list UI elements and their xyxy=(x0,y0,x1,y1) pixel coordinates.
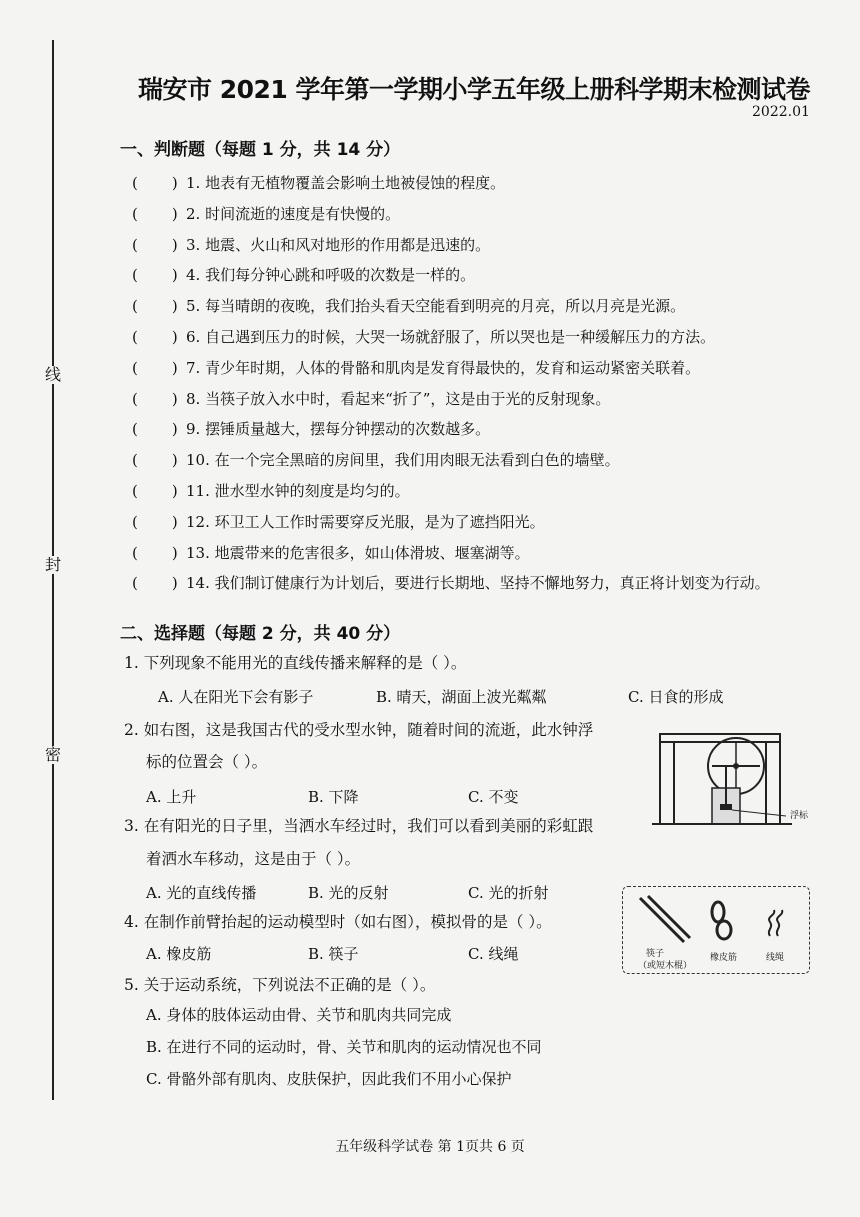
answer-bracket[interactable] xyxy=(132,234,186,256)
bracket-left: ( xyxy=(132,358,138,377)
bracket-right: ) xyxy=(171,482,178,500)
tf-item xyxy=(132,449,620,471)
bracket-right: ) xyxy=(171,266,178,285)
section-true-false-heading: 一、判断题（每题 1 分，共 14 分） xyxy=(120,140,401,160)
tf-item-text: 3. 地震、火山和风对地形的作用都是迅速的。 xyxy=(186,235,491,254)
tf-item xyxy=(132,203,400,225)
answer-bracket[interactable] xyxy=(132,449,186,471)
q5-option-a: A. 身体的肢体运动由骨、关节和肌肉共同完成 xyxy=(146,1006,452,1024)
bracket-right: ) xyxy=(171,389,178,408)
bracket-right: ) xyxy=(171,204,178,223)
bracket-right: ) xyxy=(171,174,178,192)
page-footer: 五年级科学试卷 第 1页共 6 页 xyxy=(335,1139,525,1155)
bracket-left: ( xyxy=(132,174,138,192)
rubber-band-label: 橡皮筋 xyxy=(710,953,738,963)
tf-item xyxy=(132,418,490,440)
answer-bracket[interactable] xyxy=(132,418,186,440)
exam-title: 瑞安市 2021 学年第一学期小学五年级上册科学期末检测试卷 xyxy=(138,75,810,104)
tf-item-text: 12. 环卫工人工作时需要穿反光服，是为了遮挡阳光。 xyxy=(186,512,545,531)
string-icon xyxy=(769,910,782,936)
q4-option-c: C. 线绳 xyxy=(468,945,519,963)
answer-bracket[interactable] xyxy=(132,357,186,379)
water-clock-figure xyxy=(652,726,810,836)
tf-item xyxy=(132,172,505,194)
tf-item xyxy=(132,234,490,256)
answer-bracket[interactable] xyxy=(132,326,186,348)
q2-option-c: C. 不变 xyxy=(468,788,519,806)
string-label: 线绳 xyxy=(766,953,785,963)
q1-option-a: A. 人在阳光下会有影子 xyxy=(158,688,314,706)
binding-char-feng: 封 xyxy=(44,555,61,574)
bracket-right: ) xyxy=(171,574,178,593)
q4-stem: 4. 在制作前臂抬起的运动模型时（如右图），模拟骨的是（ ）。 xyxy=(124,913,552,931)
tf-item-text: 9. 摆锤质量越大，摆每分钟摆动的次数越多。 xyxy=(186,420,491,439)
bracket-left: ( xyxy=(132,574,138,593)
float-icon xyxy=(720,804,732,810)
rubber-band-icon xyxy=(712,902,731,939)
binding-char-mi: 密 xyxy=(44,745,61,764)
bracket-right: ) xyxy=(171,297,178,316)
bracket-right: ) xyxy=(171,451,178,470)
q3-stem-line2: 着洒水车移动，这是由于（ ）。 xyxy=(146,850,361,868)
bracket-right: ) xyxy=(171,512,178,531)
q2-stem-line1: 2. 如右图，这是我国古代的受水型水钟，随着时间的流逝，此水钟浮 xyxy=(124,721,594,739)
q5-stem: 5. 关于运动系统，下列说法不正确的是（ ）。 xyxy=(124,976,436,994)
q5-option-c: C. 骨骼外部有肌肉、皮肤保护，因此我们不用小心保护 xyxy=(146,1070,512,1088)
answer-bracket[interactable] xyxy=(132,511,186,533)
q3-option-a: A. 光的直线传播 xyxy=(146,884,257,902)
tf-item xyxy=(132,511,545,533)
answer-bracket[interactable] xyxy=(132,542,186,564)
q1-stem: 1. 下列现象不能用光的直线传播来解释的是（ ）。 xyxy=(124,654,467,672)
tf-item-text: 6. 自己遇到压力的时候，大哭一场就舒服了，所以哭也是一种缓解压力的方法。 xyxy=(186,328,716,346)
chopsticks-note: （或短木棍） xyxy=(638,961,693,971)
tf-item-text: 11. 泄水型水钟的刻度是均匀的。 xyxy=(186,482,410,500)
tf-item xyxy=(132,388,610,410)
bracket-right: ) xyxy=(171,420,178,439)
q4-option-a: A. 橡皮筋 xyxy=(146,945,212,963)
tf-item xyxy=(132,357,700,379)
answer-bracket[interactable] xyxy=(132,172,186,194)
tf-item xyxy=(132,295,685,317)
tf-item-text: 4. 我们每分钟心跳和呼吸的次数是一样的。 xyxy=(186,266,476,285)
answer-bracket[interactable] xyxy=(132,264,186,286)
tf-item-text: 5. 每当晴朗的夜晚，我们抬头看天空能看到明亮的月亮，所以月亮是光源。 xyxy=(186,297,686,316)
q1-option-b: B. 晴天，湖面上波光粼粼 xyxy=(376,688,547,706)
bracket-left: ( xyxy=(132,451,138,470)
answer-bracket[interactable] xyxy=(132,572,186,594)
tf-item xyxy=(132,572,770,594)
tf-item xyxy=(132,480,410,502)
bracket-left: ( xyxy=(132,482,138,500)
chopsticks-label: 筷子 xyxy=(646,949,665,959)
q3-stem-line1: 3. 在有阳光的日子里，当洒水车经过时，我们可以看到美丽的彩虹跟 xyxy=(124,817,594,835)
bracket-left: ( xyxy=(132,328,138,346)
q5-option-b: B. 在进行不同的运动时，骨、关节和肌肉的运动情况也不同 xyxy=(146,1038,542,1056)
tf-item-text: 10. 在一个完全黑暗的房间里，我们用肉眼无法看到白色的墙壁。 xyxy=(186,451,620,470)
bracket-right: ) xyxy=(171,235,178,254)
tf-item-text: 2. 时间流逝的速度是有快慢的。 xyxy=(186,204,401,223)
bracket-left: ( xyxy=(132,297,138,316)
bracket-right: ) xyxy=(171,358,178,377)
q4-option-b: B. 筷子 xyxy=(308,945,359,963)
section-multiple-choice-heading: 二、选择题（每题 2 分，共 40 分） xyxy=(120,624,401,644)
tf-item xyxy=(132,264,475,286)
bracket-right: ) xyxy=(171,328,178,346)
bracket-left: ( xyxy=(132,235,138,254)
answer-bracket[interactable] xyxy=(132,203,186,225)
exam-date: 2022.01 xyxy=(752,104,810,120)
bracket-right: ) xyxy=(171,543,178,562)
q1-option-c: C. 日食的形成 xyxy=(628,688,724,706)
binding-char-xian: 线 xyxy=(44,365,61,384)
tf-item-text: 7. 青少年时期，人体的骨骼和肌肉是发育得最快的，发育和运动紧密关联着。 xyxy=(186,358,701,377)
q3-option-b: B. 光的反射 xyxy=(308,884,389,902)
answer-bracket[interactable] xyxy=(132,295,186,317)
tf-item-text: 13. 地震带来的危害很多，如山体滑坡、堰塞湖等。 xyxy=(186,543,530,562)
q3-option-c: C. 光的折射 xyxy=(468,884,549,902)
q2-stem-line2: 标的位置会（ ）。 xyxy=(146,753,268,771)
bracket-left: ( xyxy=(132,266,138,285)
bracket-left: ( xyxy=(132,543,138,562)
chopsticks-icon xyxy=(640,896,690,942)
tf-item-text: 8. 当筷子放入水中时，看起来“折了”，这是由于光的反射现象。 xyxy=(186,389,611,408)
tf-item-text: 14. 我们制订健康行为计划后，要进行长期地、坚持不懈地努力，真正将计划变为行动。 xyxy=(186,574,770,593)
tf-item-text: 1. 地表有无植物覆盖会影响土地被侵蚀的程度。 xyxy=(186,174,506,192)
float-label: 浮标 xyxy=(790,811,809,821)
bracket-left: ( xyxy=(132,204,138,223)
bracket-left: ( xyxy=(132,512,138,531)
q2-option-a: A. 上升 xyxy=(146,788,197,806)
q2-option-b: B. 下降 xyxy=(308,788,359,806)
tf-item xyxy=(132,542,530,564)
bracket-left: ( xyxy=(132,389,138,408)
tf-item xyxy=(132,326,715,348)
arm-model-materials-figure xyxy=(630,894,800,946)
answer-bracket[interactable] xyxy=(132,480,186,502)
answer-bracket[interactable] xyxy=(132,388,186,410)
bracket-left: ( xyxy=(132,420,138,439)
